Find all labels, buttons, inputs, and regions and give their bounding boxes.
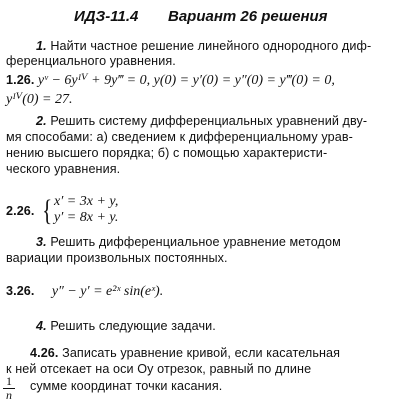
document-header xyxy=(0,8,400,28)
system-brace: { xyxy=(42,194,53,227)
task2-number: 2. xyxy=(36,114,47,128)
task2-text-line2: мя способами: а) сведением к дифференциальному урав- xyxy=(6,130,353,144)
problem-426-text-line2: к ней отсекает на оси Oy отрезок, равный по длине xyxy=(6,362,312,376)
problem-226-label: 2.26. xyxy=(6,204,35,218)
task2-line1 xyxy=(36,113,367,129)
problem-126-equation: yᵛ − 6yᴵⱽ + 9y‴ = 0, y(0) = y′(0) = y″(0) = y‴(0) = 0, xyxy=(37,73,335,88)
problem-326-label: 3.26. xyxy=(6,284,35,298)
task1-text-line2: ференциального уравнения. xyxy=(6,54,176,68)
fraction-denominator: n xyxy=(6,388,12,402)
task2-text-line4: ческого уравнения. xyxy=(6,162,121,176)
problem-326-equation: y″ − y′ = e²ˣ sin(eˣ). xyxy=(51,284,164,299)
task4-number: 4. xyxy=(36,319,47,333)
problem-426-line1 xyxy=(30,345,340,361)
fraction xyxy=(2,375,16,402)
problem-126-line1 xyxy=(6,72,335,89)
header-variant: Вариант 26 решения xyxy=(168,8,328,25)
task3-text-line1: Решить дифференциальное уравнение методом xyxy=(50,235,341,249)
task1-number: 1. xyxy=(36,39,47,53)
task1-line1 xyxy=(36,38,371,54)
problem-426-text-line1: Записать уравнение кривой, если касательная xyxy=(62,346,341,360)
task3-number: 3. xyxy=(36,235,47,249)
task4-text-line1: Решить следующие задачи. xyxy=(50,319,216,333)
task2-text-line1: Решить систему дифференциальных уравнений дву- xyxy=(50,114,368,128)
task2-text-line3: нению высшего порядка; б) с помощью характеристи- xyxy=(6,146,328,160)
header-title: ИДЗ-11.4 xyxy=(74,8,139,25)
system-equation-2: y′ = 8x + y. xyxy=(54,210,119,225)
task1-text-line1: Найти частное решение линейного однородного диф- xyxy=(50,39,372,53)
problem-326-line xyxy=(6,283,163,300)
problem-426-text-line3: сумме координат точки касания. xyxy=(30,379,223,393)
system-equation-1: x′ = 3x + y, xyxy=(54,194,119,209)
fraction-numerator: 1 xyxy=(6,374,12,388)
problem-426-label: 4.26. xyxy=(30,346,59,360)
task3-line1 xyxy=(36,234,341,250)
task3-text-line2: вариации произвольных постоянных. xyxy=(6,251,228,265)
problem-126-line2: yᴵⱽ(0) = 27. xyxy=(6,92,73,107)
problem-126-label: 1.26. xyxy=(6,73,35,87)
task4-line1 xyxy=(36,318,216,334)
